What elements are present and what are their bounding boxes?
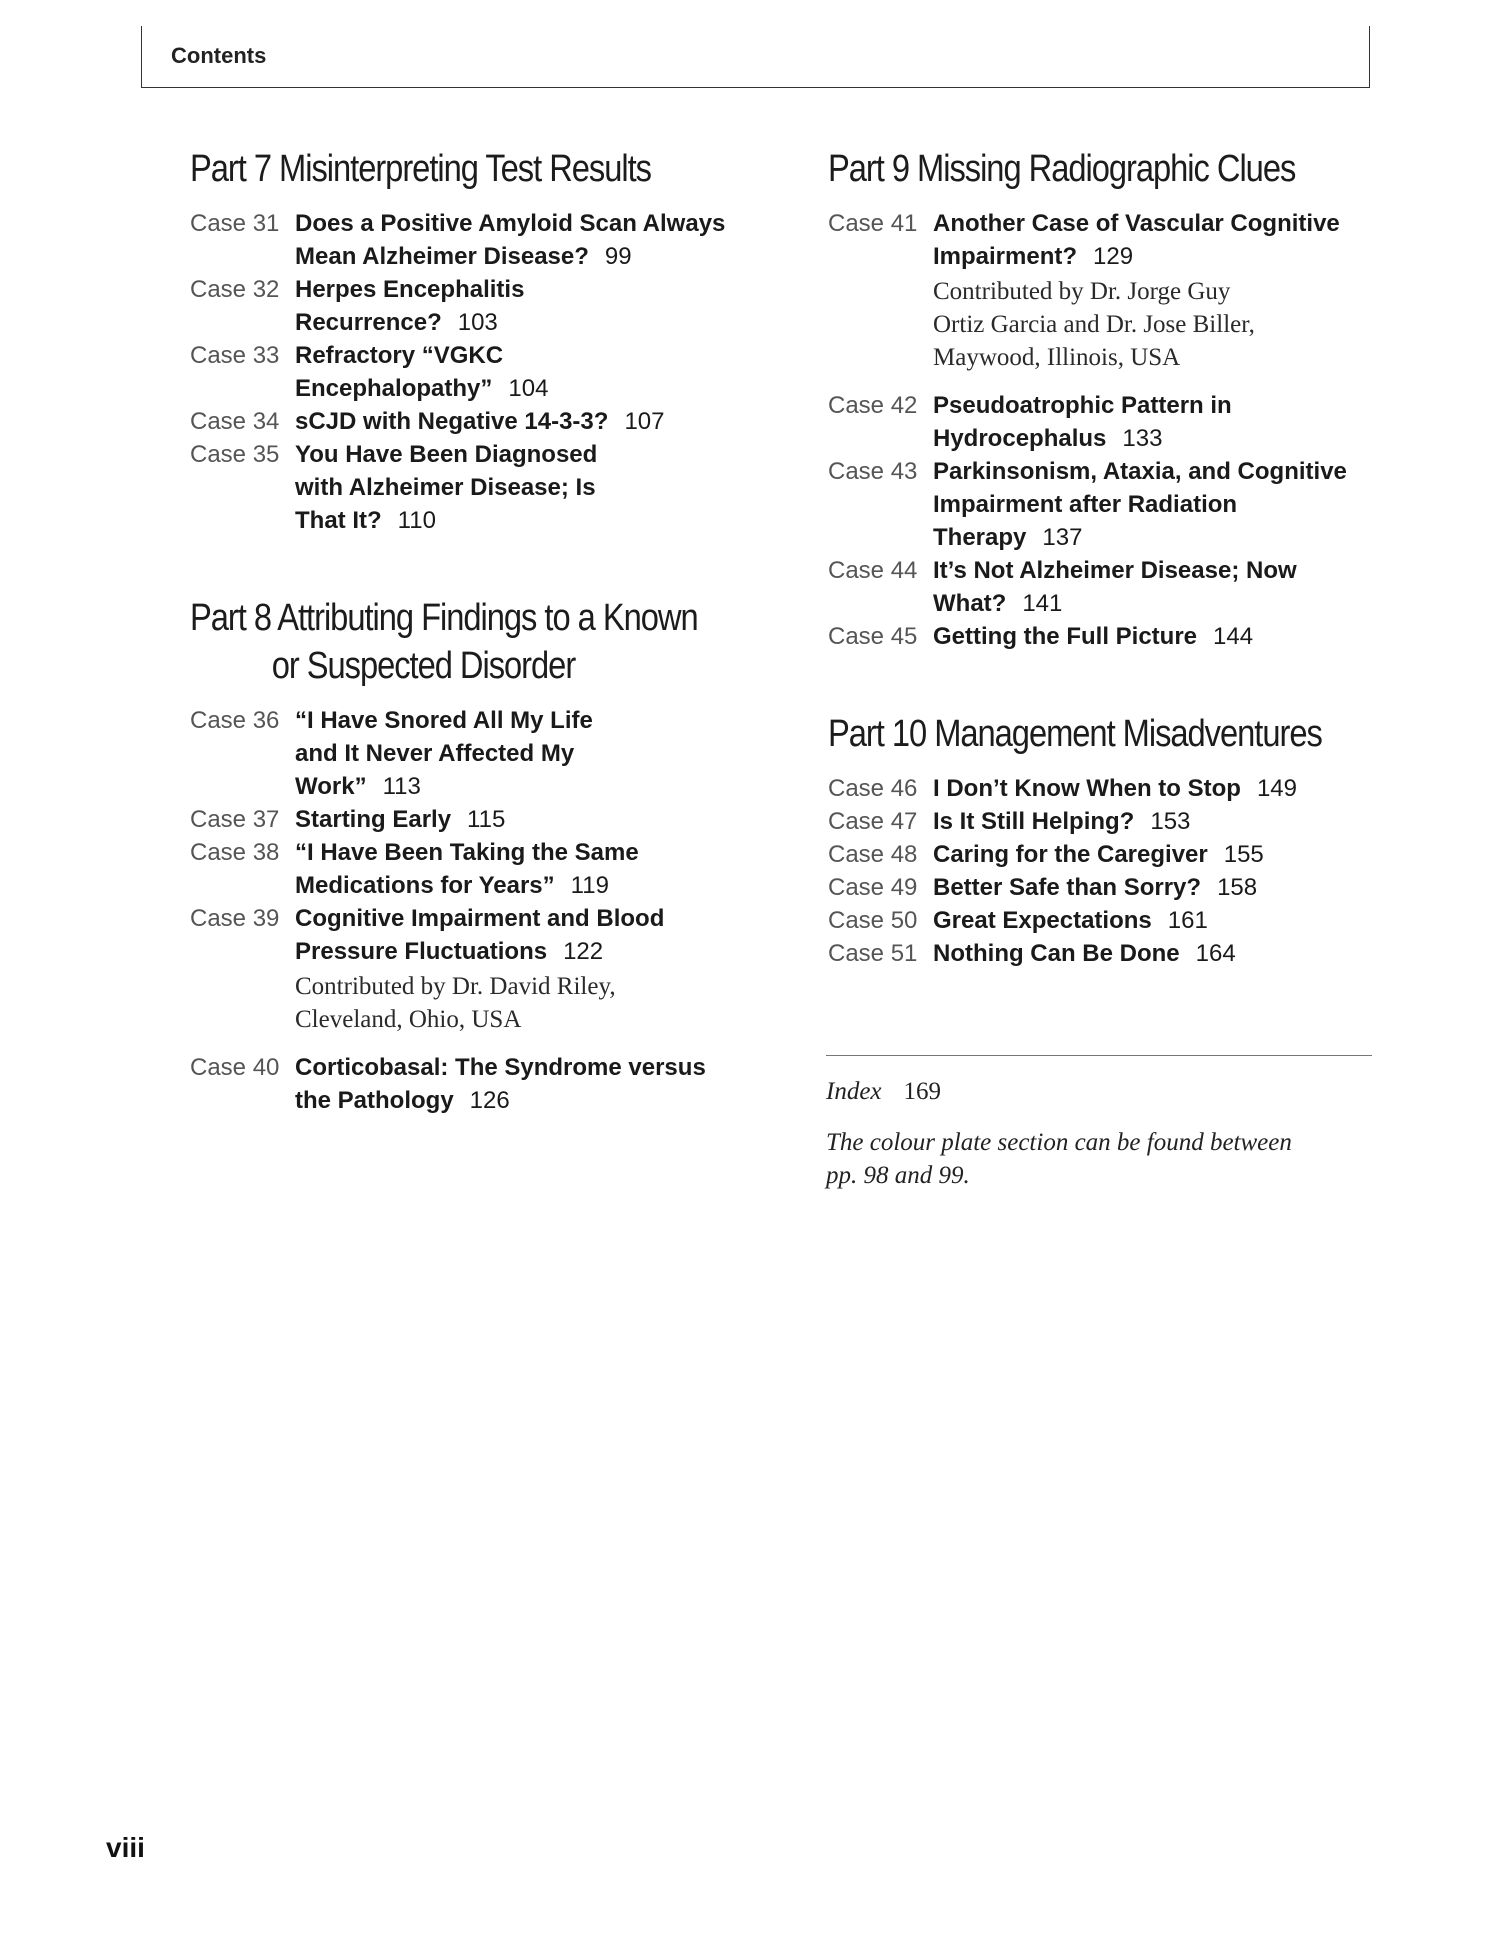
case-title [933,772,1388,805]
case-title [933,207,1388,273]
case-page-number: 158 [1217,874,1258,901]
toc-entry[interactable] [190,207,760,273]
case-title-line: Starting Early [295,806,452,833]
case-title-line: Great Expectations [933,907,1152,934]
toc-entry[interactable] [828,455,1388,554]
case-title-line: Parkinsonism, Ataxia, and Cognitive [933,458,1347,485]
case-page-number: 126 [469,1087,510,1114]
case-body [933,937,1388,970]
part-title [190,145,680,193]
case-body [933,838,1388,871]
part-title-text: Part 9 Missing Radiographic Clues [828,148,1296,190]
case-page-number: 104 [508,375,549,402]
case-title-line: What? [933,590,1007,617]
case-title-line: Corticobasal: The Syndrome versus [295,1054,706,1081]
case-page-number: 110 [397,507,436,534]
contributor-credit [295,970,760,1036]
part-spacer [190,537,760,594]
case-number: Case 37 [190,806,280,833]
case-title-line: Work” [295,773,367,800]
case-title-line: Hydrocephalus [933,425,1107,452]
case-title-line: Getting the Full Picture [933,623,1198,650]
toc-entry[interactable] [190,405,760,438]
contributor-line: Ortiz Garcia and Dr. Jose Biller, [933,311,1255,338]
contributor-line: Maywood, Illinois, USA [933,344,1181,371]
case-title-line: “I Have Snored All My Life [295,707,593,734]
case-title [933,554,1388,620]
index-divider [826,1055,1372,1056]
case-title [933,871,1388,904]
part-spacer [828,653,1388,710]
case-page-number: 119 [570,872,609,899]
toc-entry[interactable] [828,620,1388,653]
case-title-line: Is It Still Helping? [933,808,1135,835]
case-number: Case 40 [190,1054,280,1081]
case-body [933,805,1388,838]
case-title-line: I Don’t Know When to Stop [933,775,1241,802]
case-title-line: Therapy [933,524,1027,551]
case-title-line: Medications for Years” [295,872,555,899]
case-number: Case 44 [828,557,918,584]
case-title-line: Another Case of Vascular Cognitive [933,210,1340,237]
case-title [295,207,760,273]
header-frame [141,26,1370,88]
index-label: Index [826,1078,882,1105]
toc-entry[interactable] [190,836,760,902]
case-number: Case 47 [828,808,918,835]
toc-entry[interactable] [828,389,1388,455]
contributor-credit [933,275,1388,374]
page-number: viii [106,1832,145,1863]
case-title-line: “I Have Been Taking the Same [295,839,639,866]
case-number: Case 50 [828,907,918,934]
case-number: Case 42 [828,392,918,419]
case-title-line: Herpes Encephalitis [295,276,525,303]
case-body [295,902,760,1051]
case-body [295,438,760,537]
case-page-number: 137 [1042,524,1083,551]
part-title [828,145,1310,193]
case-page-number: 122 [563,938,604,965]
case-title [933,904,1388,937]
toc-entry[interactable] [828,838,1388,871]
case-body [933,871,1388,904]
index-page-number: 169 [903,1078,942,1105]
case-title [933,620,1388,653]
case-title [295,704,760,803]
toc-entry[interactable] [190,902,760,1051]
left-column [190,145,760,1117]
case-body [295,207,760,273]
case-title-line: Caring for the Caregiver [933,841,1208,868]
case-page-number: 133 [1122,425,1163,452]
case-body [933,620,1388,653]
toc-entry[interactable] [190,803,760,836]
case-number: Case 38 [190,839,280,866]
case-body [295,704,760,803]
part-title-text: Part 8 Attributing Findings to a Known [190,597,698,639]
case-number: Case 32 [190,276,280,303]
case-title [933,838,1388,871]
case-page-number: 141 [1022,590,1063,617]
case-body [933,772,1388,805]
case-title-line: Does a Positive Amyloid Scan Always [295,210,726,237]
case-number: Case 33 [190,342,280,369]
case-title-line: and It Never Affected My [295,740,575,767]
toc-entry[interactable] [190,1051,760,1117]
case-number: Case 45 [828,623,918,650]
case-title [933,937,1388,970]
case-page-number: 103 [457,309,498,336]
case-number: Case 36 [190,707,280,734]
toc-entry[interactable] [828,772,1388,805]
case-page-number: 164 [1195,940,1236,967]
case-title [295,1051,760,1117]
part-title-continued: or Suspected Disorder [271,645,576,687]
case-page-number: 129 [1093,243,1134,270]
case-page-number: 149 [1256,775,1297,802]
case-title-line: That It? [295,507,382,534]
case-title-line: Pressure Fluctuations [295,938,548,965]
case-page-number: 113 [382,773,421,800]
case-title [933,389,1388,455]
case-body [933,554,1388,620]
case-title-line: Recurrence? [295,309,442,336]
case-title-line: the Pathology [295,1087,454,1114]
toc-entry[interactable] [828,904,1388,937]
case-body [295,405,760,438]
contributor-line: Contributed by Dr. David Riley, [295,973,616,1000]
case-title-line: It’s Not Alzheimer Disease; Now [933,557,1297,584]
case-number: Case 39 [190,905,280,932]
contributor-line: Cleveland, Ohio, USA [295,1006,522,1033]
case-title-line: Refractory “VGKC [295,342,504,369]
case-title-line: Mean Alzheimer Disease? [295,243,589,270]
case-number: Case 49 [828,874,918,901]
case-title-line: sCJD with Negative 14-3-3? [295,408,609,435]
case-page-number: 99 [604,243,632,270]
contributor-line: Contributed by Dr. Jorge Guy [933,278,1231,305]
case-body [933,904,1388,937]
case-title [933,455,1388,554]
case-title [933,805,1388,838]
case-title [295,438,760,537]
case-page-number: 153 [1150,808,1191,835]
case-body [295,836,760,902]
case-body [295,273,760,339]
part-title [828,710,1322,758]
right-column [828,145,1388,970]
toc-entry[interactable] [828,937,1388,970]
case-title-line: Encephalopathy” [295,375,493,402]
case-body [295,339,760,405]
case-number: Case 35 [190,441,280,468]
toc-entry[interactable] [828,207,1388,389]
toc-entry[interactable] [190,339,760,405]
case-body [295,1051,760,1117]
case-number: Case 51 [828,940,918,967]
plate-note-line: pp. 98 and 99. [826,1162,970,1189]
case-title [295,405,760,438]
case-title-line: with Alzheimer Disease; Is [295,474,596,501]
case-page-number: 144 [1213,623,1254,650]
case-title-line: Impairment after Radiation [933,491,1238,518]
case-page-number: 155 [1223,841,1264,868]
case-title [295,803,760,836]
case-number: Case 43 [828,458,918,485]
case-body [933,455,1388,554]
index-entry[interactable] [826,1078,941,1106]
case-title-line: Better Safe than Sorry? [933,874,1202,901]
case-page-number: 115 [467,806,506,833]
case-title-line: Cognitive Impairment and Blood [295,905,665,932]
part-title-text: Part 7 Misinterpreting Test Results [190,148,651,190]
case-page-number: 107 [624,408,665,435]
toc-entry[interactable] [190,704,760,803]
case-body [933,207,1388,389]
case-number: Case 48 [828,841,918,868]
case-page-number: 161 [1167,907,1208,934]
part-title-text: Part 10 Management Misadventures [828,713,1322,755]
toc-entry[interactable] [828,805,1388,838]
case-title [295,902,760,968]
case-number: Case 46 [828,775,918,802]
toc-entry[interactable] [190,438,760,537]
toc-entry[interactable] [828,554,1388,620]
case-title [295,273,760,339]
case-title [295,339,760,405]
toc-entry[interactable] [828,871,1388,904]
case-body [295,803,760,836]
case-title [295,836,760,902]
colour-plate-note [826,1126,1346,1192]
plate-note-line: The colour plate section can be found between [826,1129,1292,1156]
case-title-line: Pseudoatrophic Pattern in [933,392,1232,419]
case-title-line: Impairment? [933,243,1078,270]
toc-entry[interactable] [190,273,760,339]
case-number: Case 41 [828,210,918,237]
case-title-line: Nothing Can Be Done [933,940,1180,967]
case-number: Case 34 [190,408,280,435]
part-title [190,594,698,690]
case-number: Case 31 [190,210,280,237]
running-head: Contents [171,43,267,68]
case-title-line: You Have Been Diagnosed [295,441,598,468]
case-body [933,389,1388,455]
